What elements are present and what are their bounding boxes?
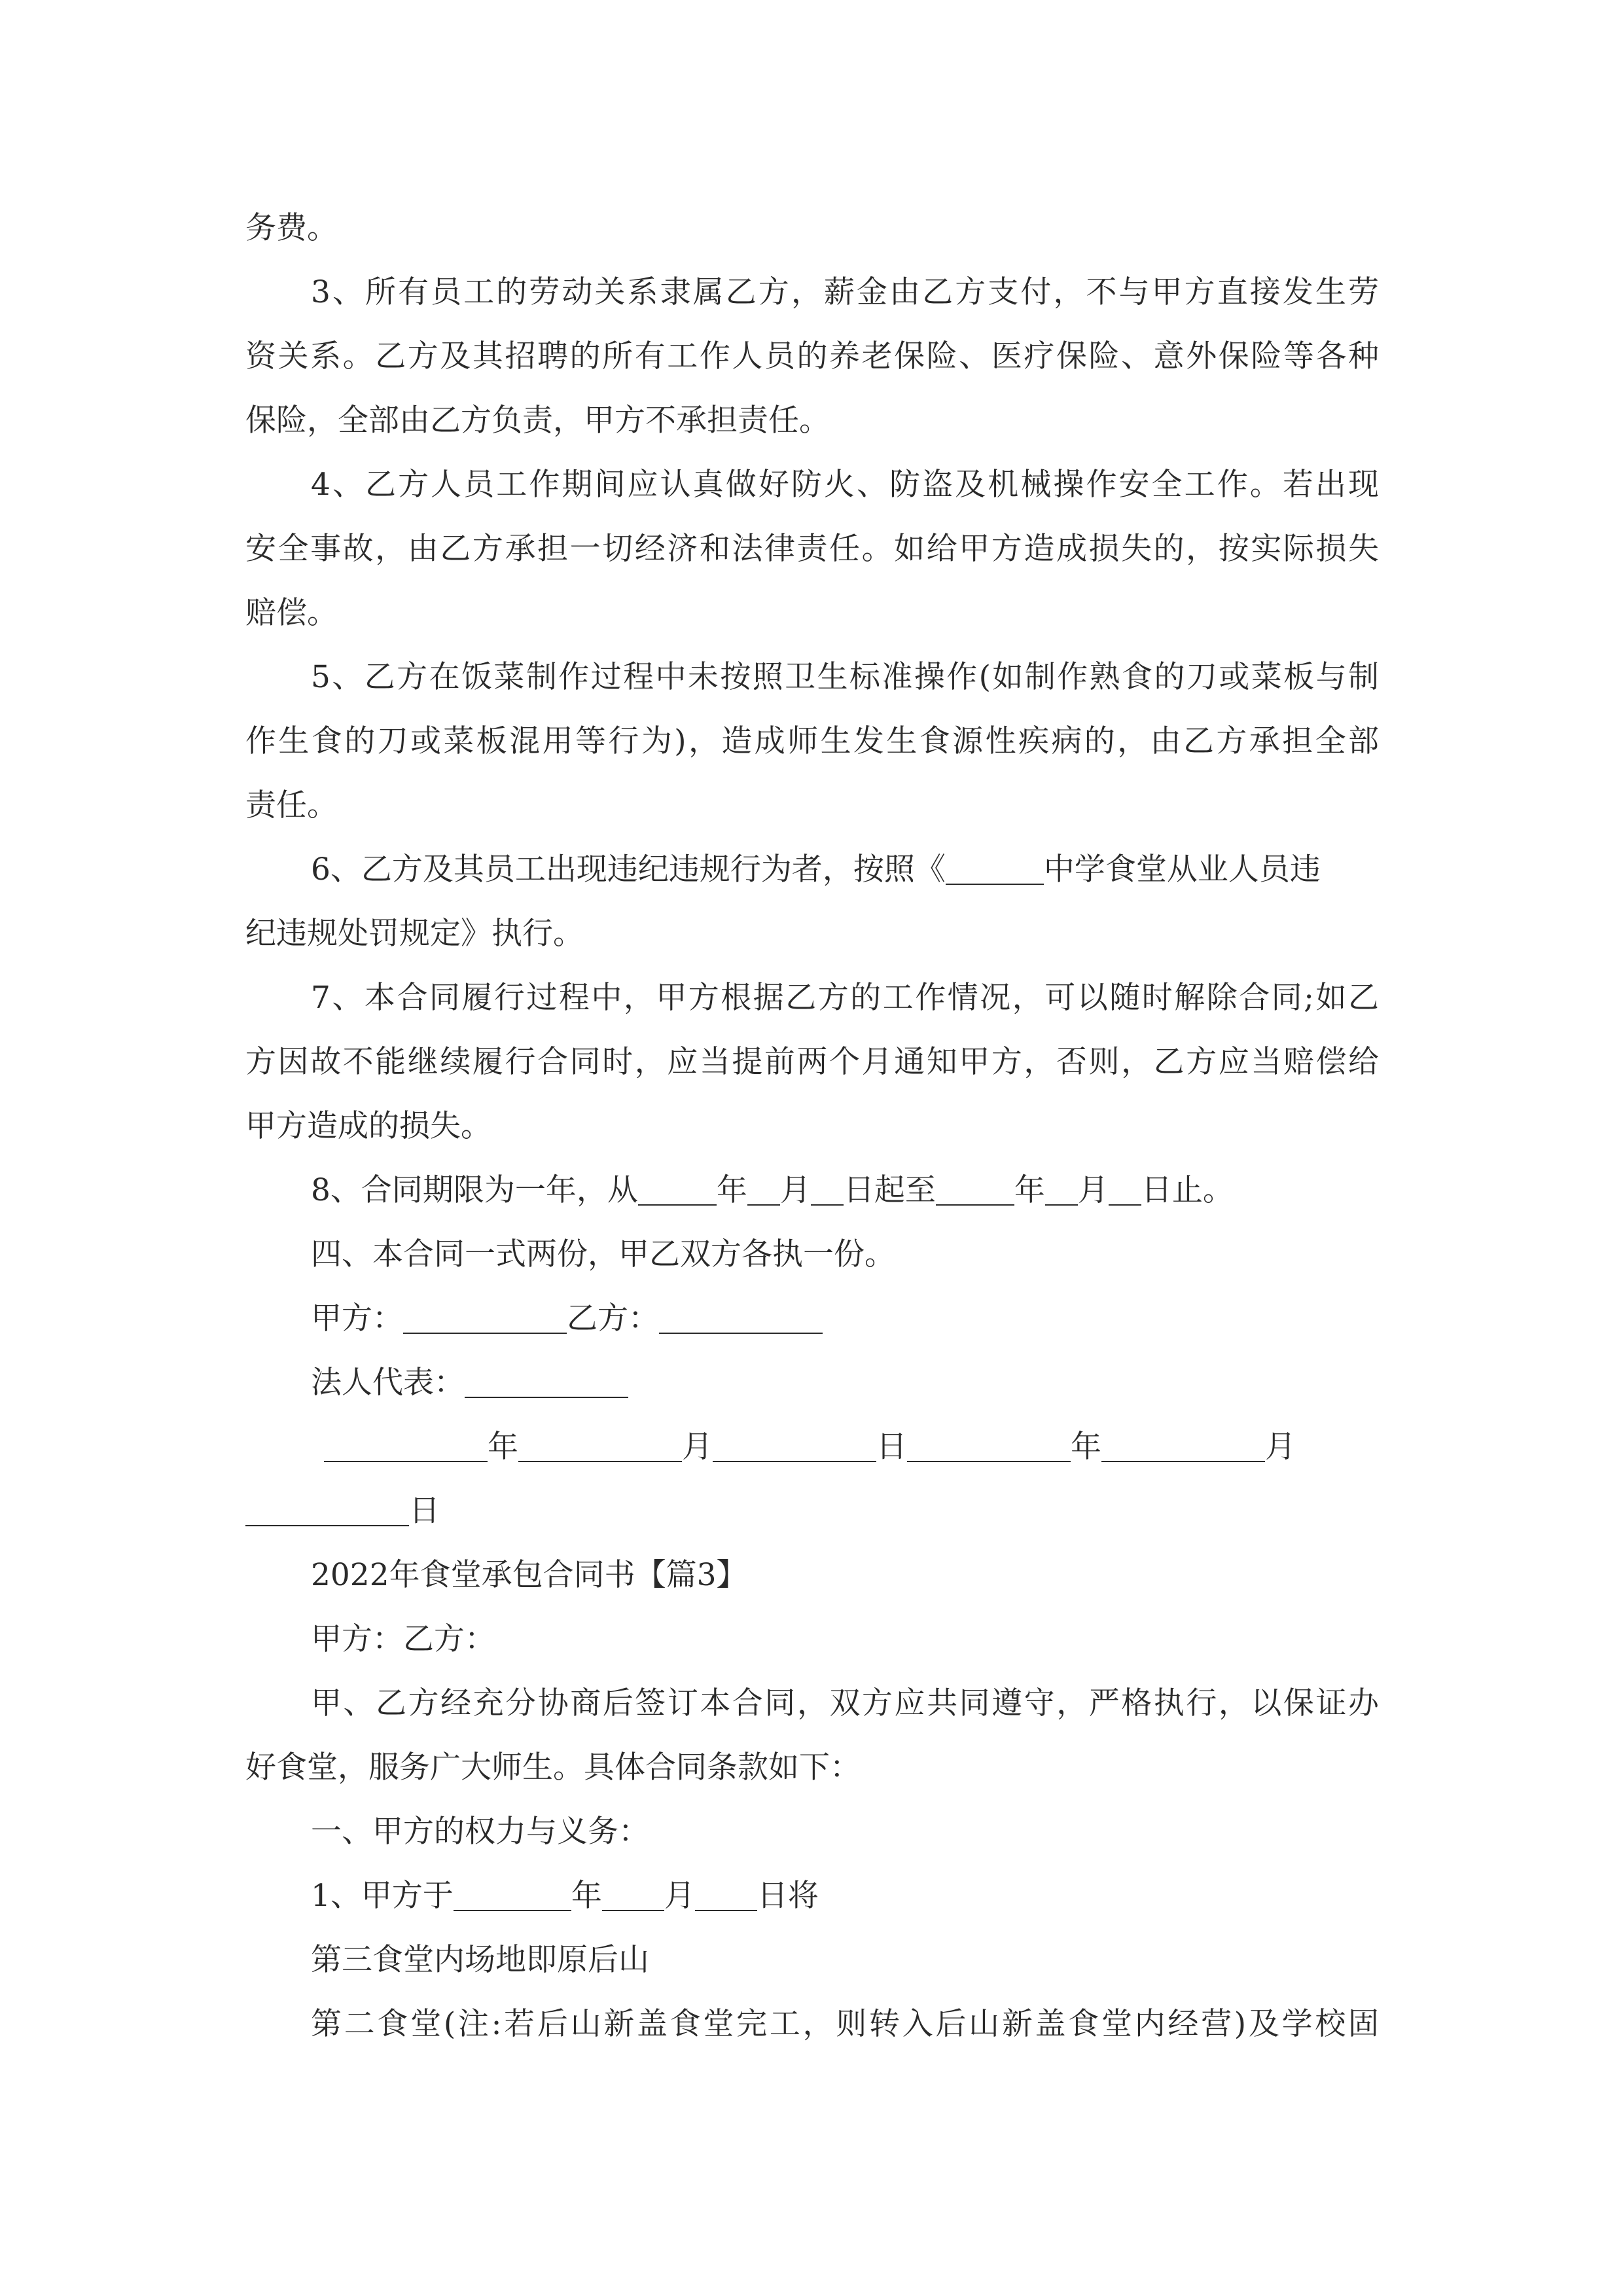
text-line	[311, 848, 1379, 891]
text-line: 纪违规处罚规定》执行。	[245, 916, 584, 952]
fill-in-blank[interactable]	[324, 1431, 488, 1462]
fill-in-blank[interactable]	[1109, 1174, 1141, 1206]
legal-rep-label: 法人代表：	[311, 1365, 465, 1401]
text-segment: 日将	[757, 1878, 819, 1914]
text-line: 甲、乙方经充分协商后签订本合同，双方应共同遵守，严格执行，以保证办	[311, 1685, 1379, 1721]
fill-in-blank[interactable]	[811, 1174, 844, 1206]
text-line: 四、本合同一式两份，甲乙双方各执一份。	[311, 1236, 895, 1272]
fill-in-blank[interactable]	[1045, 1174, 1078, 1206]
text-line: 方因故不能继续履行合同时，应当提前两个月通知甲方，否则，乙方应当赔偿给	[245, 1044, 1379, 1080]
fill-in-blank[interactable]	[713, 1431, 876, 1462]
text-line: 保险，全部由乙方负责，甲方不承担责任。	[245, 403, 830, 439]
text-segment: 月	[779, 1172, 811, 1208]
fill-in-blank[interactable]	[245, 1495, 409, 1526]
text-line: 第三食堂内场地即原后山	[311, 1942, 649, 1978]
text-line: 3、所有员工的劳动关系隶属乙方，薪金由乙方支付，不与甲方直接发生劳	[311, 274, 1379, 310]
date-line	[245, 1490, 1379, 1533]
signature-line	[311, 1297, 1379, 1340]
text-line: 务费。	[245, 210, 338, 246]
text-segment: 日	[409, 1493, 440, 1529]
text-segment: 中学食堂从业人员违	[1043, 852, 1321, 888]
text-segment: 月	[1077, 1172, 1109, 1208]
text-line: 好食堂，服务广大师生。具体合同条款如下：	[245, 1749, 861, 1785]
fill-in-blank[interactable]	[936, 1174, 1014, 1206]
text-segment: 月	[664, 1878, 695, 1914]
fill-in-blank[interactable]	[695, 1880, 757, 1911]
text-line: 4、乙方人员工作期间应认真做好防火、防盗及机械操作安全工作。若出现	[311, 467, 1379, 503]
text-segment: 月	[1265, 1429, 1296, 1465]
signature-line	[311, 1361, 1379, 1405]
fill-in-blank[interactable]	[638, 1174, 717, 1206]
text-segment: 年	[1014, 1172, 1045, 1208]
text-line: 甲方造成的损失。	[245, 1108, 491, 1144]
fill-in-blank[interactable]	[518, 1431, 682, 1462]
fill-in-blank[interactable]	[907, 1431, 1071, 1462]
text-line: 7、本合同履行过程中，甲方根据乙方的工作情况，可以随时解除合同;如乙	[311, 980, 1379, 1016]
text-line	[311, 1874, 1379, 1918]
text-segment: 8、合同期限为一年，从	[311, 1172, 638, 1208]
text-line: 资关系。乙方及其招聘的所有工作人员的养老保险、医疗保险、意外保险等各种	[245, 338, 1379, 374]
text-line: 赔偿。	[245, 595, 338, 631]
fill-in-blank[interactable]	[602, 1880, 664, 1911]
party-b-blank[interactable]	[659, 1302, 823, 1334]
text-line: 5、乙方在饭菜制作过程中未按照卫生标准操作(如制作熟食的刀或菜板与制	[311, 659, 1379, 695]
text-line: 一、甲方的权力与义务：	[311, 1814, 649, 1850]
text-segment: 1、甲方于	[311, 1878, 454, 1914]
fill-in-blank[interactable]	[946, 853, 1044, 885]
text-segment: 年	[716, 1172, 747, 1208]
text-line: 第二食堂(注:若后山新盖食堂完工，则转入后山新盖食堂内经营)及学校固	[311, 2006, 1379, 2042]
text-line: 安全事故，由乙方承担一切经济和法律责任。如给甲方造成损失的，按实际损失	[245, 531, 1379, 567]
text-line	[311, 1169, 1379, 1212]
text-line: 责任。	[245, 787, 338, 823]
date-line	[311, 1426, 1379, 1469]
fill-in-blank[interactable]	[454, 1880, 571, 1911]
text-segment: 月	[682, 1429, 713, 1465]
section-heading: 2022年食堂承包合同书【篇3】	[311, 1557, 747, 1593]
legal-rep-blank[interactable]	[465, 1367, 628, 1398]
text-segment: 日起至	[843, 1172, 936, 1208]
party-a-label: 甲方：	[311, 1300, 403, 1336]
text-segment: 年	[1071, 1429, 1101, 1465]
text-line: 作生食的刀或菜板混用等行为)，造成师生发生食源性疾病的，由乙方承担全部	[245, 723, 1379, 759]
text-segment: 日	[876, 1429, 907, 1465]
fill-in-blank[interactable]	[747, 1174, 780, 1206]
party-a-blank[interactable]	[403, 1302, 567, 1334]
party-b-label: 乙方：	[567, 1300, 659, 1336]
text-segment: 日止。	[1141, 1172, 1234, 1208]
text-segment: 6、乙方及其员工出现违纪违规行为者，按照《	[311, 852, 946, 888]
text-segment: 年	[488, 1429, 518, 1465]
fill-in-blank[interactable]	[1101, 1431, 1265, 1462]
text-segment: 年	[571, 1878, 602, 1914]
text-line: 甲方：乙方：	[311, 1621, 495, 1657]
